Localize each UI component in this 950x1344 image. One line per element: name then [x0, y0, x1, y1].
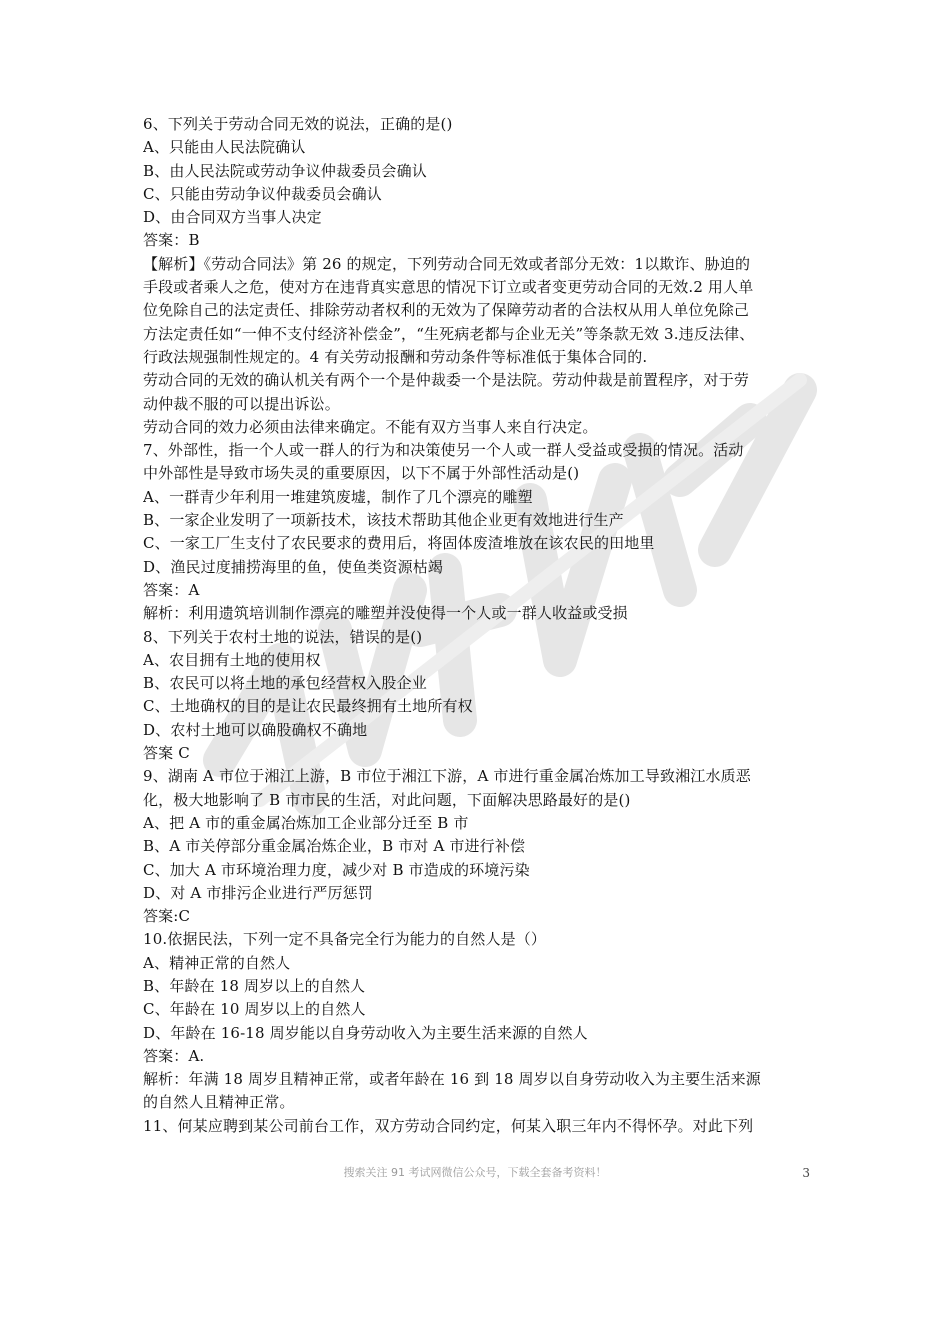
text-line: 答案 C [143, 744, 190, 763]
text-line: 动仲裁不服的可以提出诉讼。 [143, 394, 340, 413]
text-line: 解析：利用遗筑培训制作漂亮的雕塑并没使得一个人或一群人收益或受损 [143, 604, 628, 623]
text-line: 方法定责任如“一伸不支付经济补偿金”，“生死病老都与企业无关”等条款无效 3.违反法律、 [143, 324, 755, 343]
text-line: 化，极大地影响了 B 市市民的生活，对此问题，下面解决思路最好的是() [143, 790, 631, 809]
text-line: A、一群青少年利用一堆建筑废墟，制作了几个漂亮的雕塑 [143, 487, 533, 506]
text-line: 答案：A [143, 580, 200, 599]
text-line: B、年龄在 18 周岁以上的自然人 [143, 976, 366, 995]
text-line: B、农民可以将土地的承包经营权入股企业 [143, 674, 427, 693]
text-line: C、年龄在 10 周岁以上的自然人 [143, 1000, 366, 1019]
text-line: 答案：A. [143, 1046, 205, 1065]
text-line: C、一家工厂生支付了农民要求的费用后，将固体废渣堆放在该农民的田地里 [143, 534, 655, 553]
text-line: B、A 市关停部分重金属冶炼企业，B 市对 A 市进行补偿 [143, 837, 526, 856]
text-line: A、精神正常的自然人 [143, 953, 291, 972]
text-line: C、加大 A 市环境治理力度，减少对 B 市造成的环境污染 [143, 860, 530, 879]
text-line: 8、下列关于农村土地的说法，错误的是() [143, 627, 423, 646]
text-line: B、一家企业发明了一项新技术，该技术帮助其他企业更有效地进行生产 [143, 511, 624, 530]
text-line: 10.依据民法，下列一定不具备完全行为能力的自然人是（） [143, 930, 547, 949]
page-footer [0, 1164, 950, 1182]
text-line: 的自然人且精神正常。 [143, 1093, 295, 1112]
text-line: 答案:C [143, 907, 191, 926]
text-line: 行政法规强制性规定的。4 有关劳动报酬和劳动条件等标准低于集体合同的. [143, 347, 648, 366]
text-line: A、农目拥有土地的使用权 [143, 650, 321, 669]
text-line: 中外部性是导致市场失灵的重要原因，以下不属于外部性活动是() [143, 464, 580, 483]
text-line: 7、外部性，指一个人或一群人的行为和决策使另一个人或一群人受益或受损的情况。活动 [143, 441, 744, 460]
text-line: D、对 A 市排污企业进行严厉惩罚 [143, 883, 373, 902]
text-line: D、渔民过度捕捞海里的鱼，使鱼类资源枯竭 [143, 557, 444, 576]
text-line: 9、湖南 A 市位于湘江上游，B 市位于湘江下游，A 市进行重金属冶炼加工导致湘江水质恶 [143, 767, 751, 786]
text-line: A、只能由人民法院确认 [143, 138, 306, 157]
text-line: D、年龄在 16-18 周岁能以自身劳动收入为主要生活来源的自然人 [143, 1023, 588, 1042]
text-line: 11、何某应聘到某公司前台工作，双方劳动合同约定，何某入职三年内不得怀孕。对此下列 [143, 1116, 754, 1135]
text-line: 6、下列关于劳动合同无效的说法，正确的是() [143, 115, 453, 133]
page-number: 3 [802, 1166, 810, 1180]
text-line: C、只能由劳动争议仲裁委员会确认 [143, 184, 382, 203]
text-line: C、土地确权的目的是让农民最终拥有土地所有权 [143, 697, 473, 716]
text-line: D、由合同双方当事人决定 [143, 208, 322, 227]
text-line: 手段或者乘人之危，使对方在违背真实意思的情况下订立或者变更劳动合同的无效.2 用人单 [143, 278, 754, 297]
text-line: 劳动合同的无效的确认机关有两个一个是仲裁委一个是法院。劳动仲裁是前置程序，对于劳 [143, 371, 750, 390]
text-line: D、农村土地可以确股确权不确地 [143, 720, 368, 739]
footer-note: 搜索关注 91 考试网微信公众号，下载全套备考资料！ [343, 1166, 607, 1179]
text-line: 劳动合同的效力必须由法律来确定。不能有双方当事人来自行决定。 [143, 417, 598, 436]
text-line: A、把 A 市的重金属冶炼加工企业部分迁至 B 市 [143, 813, 469, 832]
text-line: 解析：年满 18 周岁且精神正常，或者年龄在 16 到 18 周岁以自身劳动收入为主要生活来源 [143, 1070, 761, 1089]
text-line: B、由人民法院或劳动争议仲裁委员会确认 [143, 161, 427, 180]
text-line: 【解析】《劳动合同法》第 26 的规定，下列劳动合同无效或者部分无效：1以欺诈、胁迫的 [143, 254, 751, 273]
text-line: 位免除自己的法定责任、排除劳动者权利的无效为了保障劳动者的合法权从用人单位免除己 [143, 301, 750, 320]
question-content [143, 113, 807, 1138]
text-line: 答案：B [143, 231, 200, 250]
